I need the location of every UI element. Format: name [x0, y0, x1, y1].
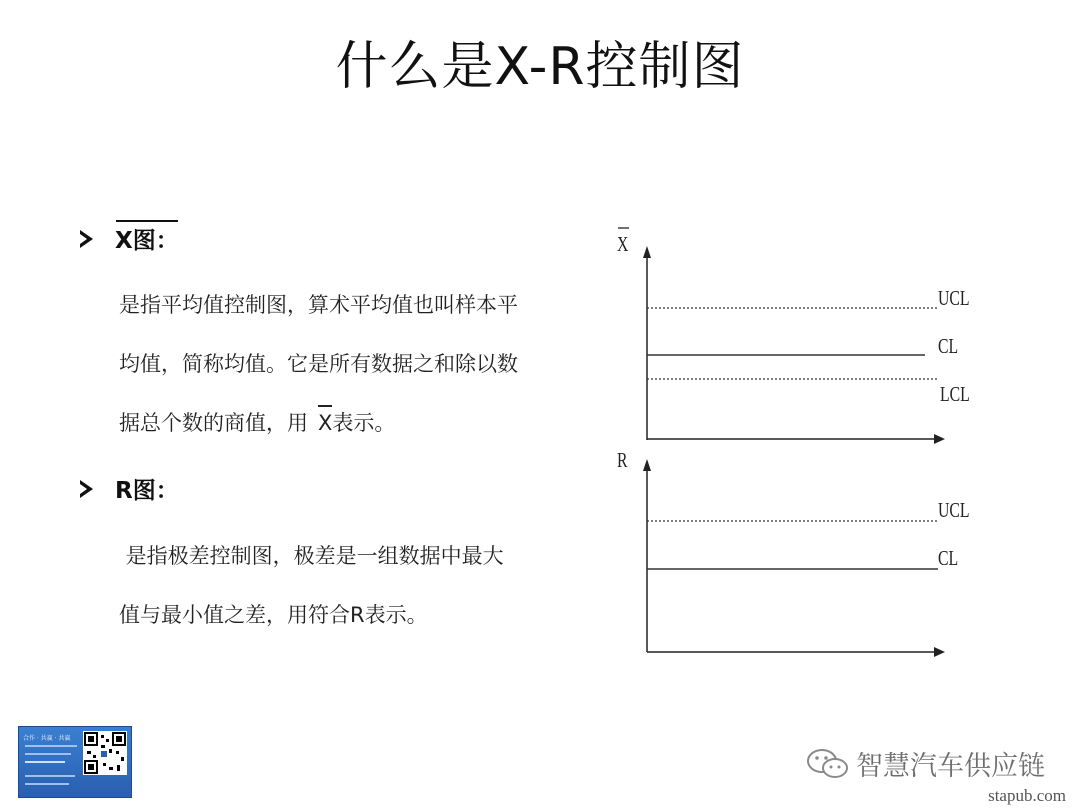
xbar-x-axis-arrow-icon	[934, 434, 945, 444]
wechat-icon	[806, 748, 850, 780]
xbar-heading-text: X图：	[115, 222, 179, 255]
qr-badge-rule	[25, 753, 71, 755]
xbar-desc-line-2: 均值，简称均值。它是所有数据之和除以数	[119, 352, 518, 376]
qr-code-icon	[83, 731, 127, 775]
r-desc-line-2: 值与最小值之差，用符合R表示。	[119, 603, 428, 627]
xbar-cl-label: CL	[938, 334, 959, 358]
xbar-symbol: X	[318, 408, 332, 438]
qr-badge	[18, 726, 132, 798]
xbar-axis-label: X	[617, 232, 629, 256]
r-x-axis-arrow-icon	[934, 647, 945, 657]
arrow-bullet-icon	[80, 480, 93, 498]
wechat-watermark	[806, 744, 1045, 783]
r-y-axis-arrow-icon	[643, 459, 651, 471]
xbar-desc-line-3-text: 据总个数的商值，用	[119, 411, 308, 435]
xbar-desc-tail: 表示。	[332, 411, 396, 435]
qr-badge-rule	[25, 745, 77, 747]
site-url: stapub.com	[988, 786, 1066, 805]
r-axis-label: R	[617, 448, 628, 472]
watermark-text: 智慧汽车供应链	[856, 751, 1045, 782]
page-title: 什么是X-R控制图	[335, 37, 745, 97]
xbar-ucl-label: UCL	[938, 286, 970, 310]
qr-badge-rule	[25, 775, 75, 777]
r-description	[119, 541, 589, 659]
xbar-desc-line-3	[119, 408, 589, 467]
xbar-lcl-label: LCL	[940, 382, 970, 406]
r-heading-text: R图：	[115, 478, 179, 504]
qr-badge-text: 合作 · 共赢 · 共赢	[23, 735, 71, 742]
xbar-y-axis-arrow-icon	[643, 246, 651, 258]
r-ucl-label: UCL	[938, 498, 970, 522]
r-section-heading	[80, 472, 179, 505]
r-cl-label: CL	[938, 546, 959, 570]
xbar-desc-line-1: 是指平均值控制图，算术平均值也叫样本平	[119, 293, 518, 317]
xbar-description	[119, 290, 589, 467]
xbar-section-heading	[80, 222, 179, 255]
qr-badge-rule	[25, 783, 69, 785]
qr-code-svg	[83, 731, 127, 775]
r-desc-line-1: 是指极差控制图，极差是一组数据中最大	[119, 544, 504, 568]
control-chart-diagram	[600, 220, 1000, 670]
qr-badge-rule	[25, 761, 65, 763]
arrow-bullet-icon	[80, 230, 93, 248]
